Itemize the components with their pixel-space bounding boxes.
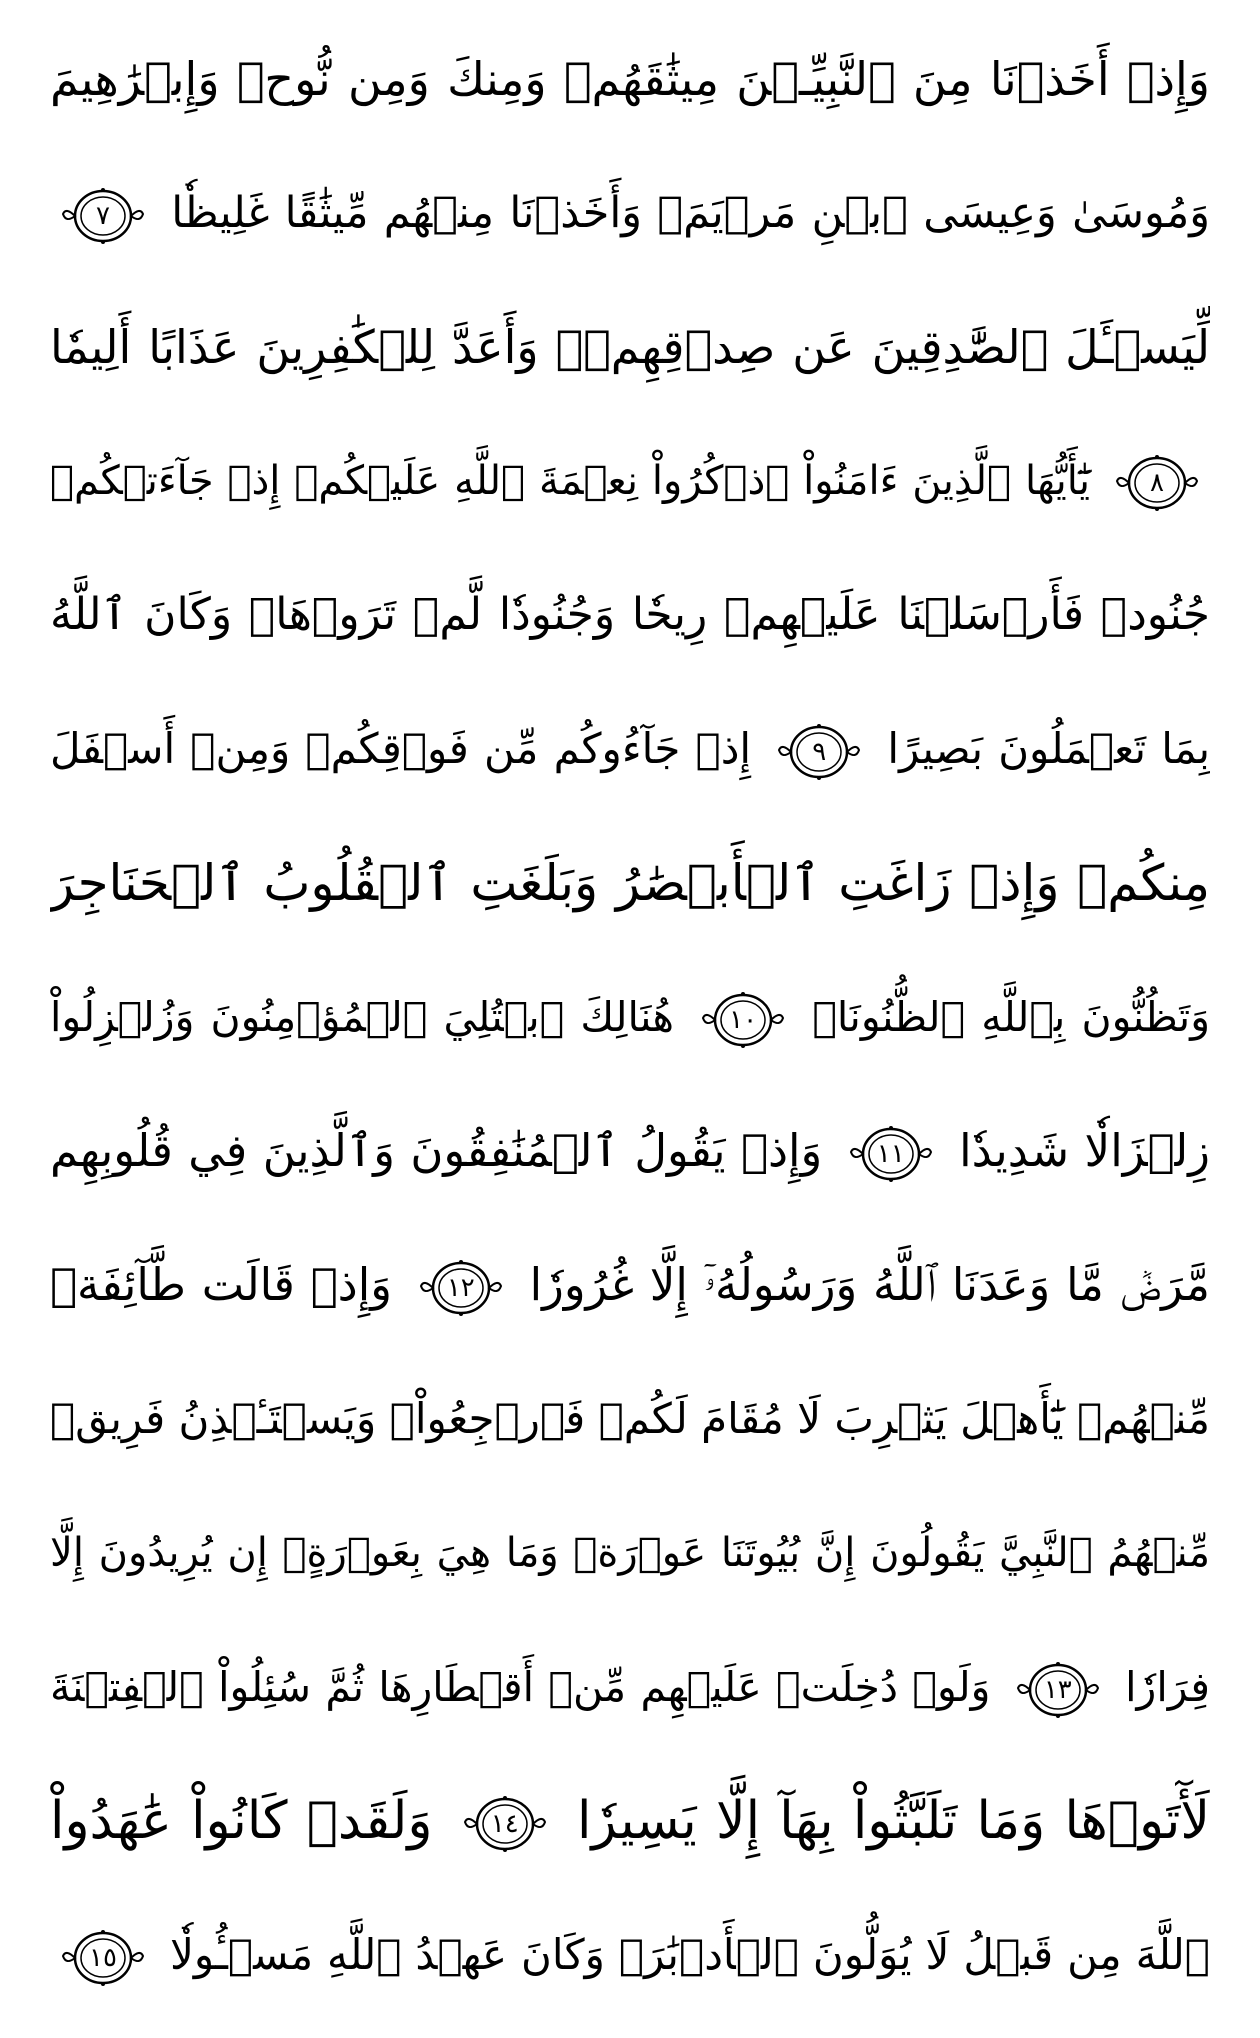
ayah-number: ٩: [812, 736, 827, 767]
verse-text: لَأٓتَوۡهَا وَمَا تَلَبَّثُواْ بِهَآ إِلَّا يَسِيرٗا: [577, 1791, 1210, 1851]
verse-lines: [50, 12, 1210, 2022]
ayah-number-marker: [776, 723, 862, 781]
verse-text: زِلۡزَالٗا شَدِيدٗا: [959, 1124, 1210, 1177]
ayah-number: ١٥: [89, 1942, 117, 1973]
verse-text: جُنُودٞ فَأَرۡسَلۡنَا عَلَيۡهِمۡ رِيحٗا وَجُنُودٗا لَّمۡ تَرَوۡهَاۚ وَكَانَ ٱللَّهُ: [50, 589, 1210, 640]
verse-text: وَإِذۡ قَالَت طَّآئِفَةٞ: [50, 1258, 392, 1311]
text-line: [50, 280, 1210, 414]
ayah-number-marker: [700, 991, 786, 1049]
verse-text: وَإِذۡ يَقُولُ ٱلۡمُنَٰفِقُونَ وَٱلَّذِينَ فِي قُلُوبِهِم: [50, 1124, 823, 1177]
ayah-number-marker: [60, 187, 146, 245]
verse-text: وَلَوۡ دُخِلَتۡ عَلَيۡهِم مِّنۡ أَقۡطَارِهَا ثُمَّ سُئِلُواْ ٱلۡفِتۡنَةَ: [50, 1663, 991, 1711]
ayah-number: ١١: [876, 1139, 905, 1169]
verse-text: إِذۡ جَآءُوكُم مِّن فَوۡقِكُمۡ وَمِنۡ أَسۡفَلَ: [50, 724, 752, 773]
verse-text: مِّنۡهُمۡ يَٰٓأَهۡلَ يَثۡرِبَ لَا مُقَامَ لَكُمۡ فَٱرۡجِعُواْۚ وَيَسۡتَـٔۡذِنُ فَرِيقٞ: [50, 1394, 1210, 1443]
ayah-number: ١٣: [1043, 1675, 1072, 1705]
verse-text: وَتَظُنُّونَ بِٱللَّهِ ٱلظُّنُونَا۠: [812, 993, 1210, 1041]
ayah-number: ٧: [96, 200, 110, 231]
ayah-number: ١٠: [729, 1005, 758, 1035]
verse-text: ٱللَّهَ مِن قَبۡلُ لَا يُوَلُّونَ ٱلۡأَدۡبَٰرَۚ وَكَانَ عَهۡدُ ٱللَّهِ مَسۡـُٔولٗا: [169, 1930, 1210, 1979]
verse-text: هُنَالِكَ ٱبۡتُلِيَ ٱلۡمُؤۡمِنُونَ وَزُلۡزِلُواْ: [50, 993, 674, 1041]
verse-text: وَمُوسَىٰ وَعِيسَى ٱبۡنِ مَرۡيَمَۖ وَأَخَذۡنَا مِنۡهُم مِّيثَٰقًا غَلِيظٗا: [171, 188, 1210, 238]
verse-text: يَٰٓأَيُّهَا ٱلَّذِينَ ءَامَنُواْ ٱذۡكُرُواْ نِعۡمَةَ ٱللَّهِ عَلَيۡكُمۡ إِذۡ جَآءَتۡكُمۡ: [50, 458, 1091, 504]
ayah-number: ١٤: [490, 1809, 519, 1839]
text-line: [50, 12, 1210, 146]
text-line: [50, 1486, 1210, 1620]
ayah-number-marker: [462, 1795, 548, 1853]
text-line: [50, 682, 1210, 816]
text-line: [50, 950, 1210, 1084]
verse-text: لِّيَسۡـَٔلَ ٱلصَّٰدِقِينَ عَن صِدۡقِهِمۡۚ وَأَعَدَّ لِلۡكَٰفِرِينَ عَذَابًا أَلِيمٗا: [50, 320, 1210, 374]
text-line: [50, 1620, 1210, 1754]
verse-text: مِنكُمۡ وَإِذۡ زَاغَتِ ٱلۡأَبۡصَٰرُ وَبَلَغَتِ ٱلۡقُلُوبُ ٱلۡحَنَاجِرَ: [50, 854, 1210, 912]
text-line: [50, 1218, 1210, 1352]
ayah-number-marker: [1015, 1661, 1101, 1719]
text-line: [50, 1084, 1210, 1218]
ayah-number: ٨: [1150, 468, 1164, 498]
verse-text: وَإِذۡ أَخَذۡنَا مِنَ ٱلنَّبِيِّـۧنَ مِيثَٰقَهُمۡ وَمِنكَ وَمِن نُّوحٖ وَإِبۡرَٰهِيمَ: [50, 52, 1210, 106]
text-line: [50, 146, 1210, 280]
text-line: [50, 548, 1210, 682]
ayah-number-marker: [418, 1259, 504, 1317]
verse-text: وَلَقَدۡ كَانُواْ عَٰهَدُواْ: [50, 1791, 433, 1851]
ayah-number-marker: [848, 1125, 934, 1183]
text-line: [50, 414, 1210, 548]
ayah-number: ١٢: [446, 1273, 475, 1303]
ayah-number-marker: [60, 1929, 146, 1987]
text-line: [50, 1352, 1210, 1486]
verse-text: بِمَا تَعۡمَلُونَ بَصِيرًا: [887, 724, 1210, 773]
text-line: [50, 1888, 1210, 2022]
verse-text: مَّرَضٞ مَّا وَعَدَنَا ٱللَّهُ وَرَسُولُهُۥٓ إِلَّا غُرُورٗا: [529, 1258, 1210, 1311]
verse-text: فِرَارٗا: [1125, 1663, 1210, 1711]
text-line: [50, 1754, 1210, 1888]
ayah-number-marker: [1114, 454, 1200, 512]
verse-text: مِّنۡهُمُ ٱلنَّبِيَّ يَقُولُونَ إِنَّ بُيُوتَنَا عَوۡرَةٞ وَمَا هِيَ بِعَوۡرَةٍۖ إِن يُرِيدُونَ إِلَّا: [50, 1530, 1210, 1576]
text-line: [50, 816, 1210, 950]
